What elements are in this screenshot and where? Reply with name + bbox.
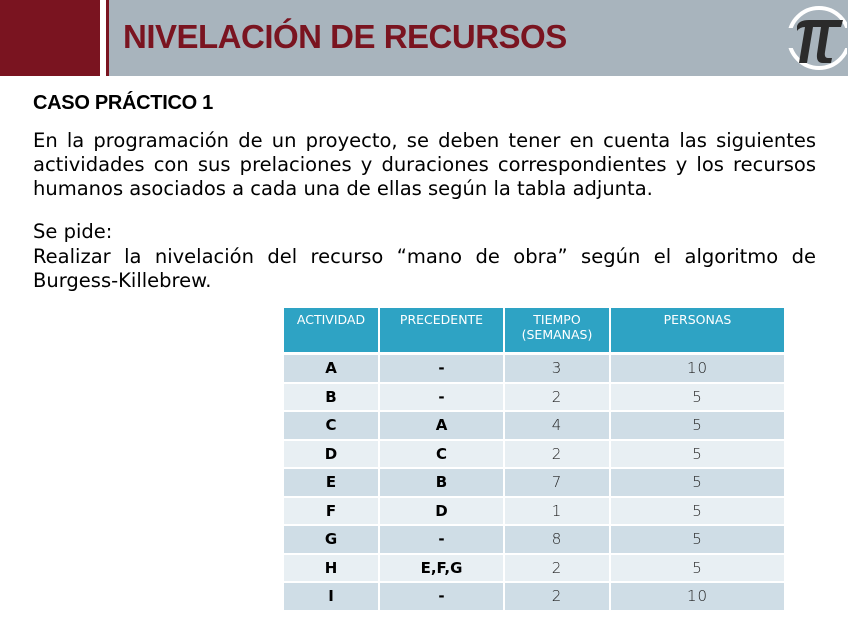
table-row [284, 525, 784, 554]
cell-actividad: A [284, 354, 379, 383]
table-row [284, 411, 784, 440]
cell-actividad: H [284, 554, 379, 583]
header-tiempo: TIEMPO (SEMANAS) [504, 308, 610, 354]
header-precedente: PRECEDENTE [379, 308, 504, 354]
case-title: CASO PRÁCTICO 1 [33, 92, 213, 114]
table-header-row [284, 308, 784, 354]
cell-precedente: D [379, 497, 504, 526]
cell-tiempo: 4 [504, 411, 610, 440]
cell-personas: 5 [610, 497, 784, 526]
cell-tiempo: 1 [504, 497, 610, 526]
cell-personas: 5 [610, 468, 784, 497]
cell-precedente: - [379, 354, 504, 383]
task-paragraph: Realizar la nivelación del recurso “mano de obra” según el algoritmo de Burgess-Killebrew. [33, 245, 816, 292]
table-row [284, 383, 784, 412]
cell-precedente: B [379, 468, 504, 497]
cell-personas: 5 [610, 411, 784, 440]
cell-tiempo: 2 [504, 440, 610, 469]
cell-actividad: C [284, 411, 379, 440]
cell-tiempo: 7 [504, 468, 610, 497]
cell-actividad: I [284, 582, 379, 611]
table-row [284, 554, 784, 583]
table-row [284, 354, 784, 383]
cell-actividad: B [284, 383, 379, 412]
cell-precedente: C [379, 440, 504, 469]
cell-personas: 5 [610, 554, 784, 583]
header-actividad: ACTIVIDAD [284, 308, 379, 354]
activities-table [284, 308, 784, 612]
table-row [284, 582, 784, 611]
slide-title: NIVELACIÓN DE RECURSOS [123, 18, 567, 55]
intro-paragraph: En la programación de un proyecto, se deben tener en cuenta las siguientes actividades con sus prelaciones y duraciones correspondientes y los recursos humanos asociados a cada una de ellas según la tabla adjunta. [33, 129, 816, 200]
cell-tiempo: 2 [504, 582, 610, 611]
table-row [284, 440, 784, 469]
cell-personas: 5 [610, 525, 784, 554]
cell-actividad: D [284, 440, 379, 469]
cell-precedente: A [379, 411, 504, 440]
cell-precedente: - [379, 383, 504, 412]
pi-logo-icon [783, 6, 847, 70]
header-red-block [0, 0, 100, 76]
cell-tiempo: 2 [504, 554, 610, 583]
cell-actividad: G [284, 525, 379, 554]
task-label: Se pide: [33, 220, 113, 243]
cell-personas: 5 [610, 383, 784, 412]
cell-tiempo: 8 [504, 525, 610, 554]
header-accent-line [106, 0, 109, 76]
cell-tiempo: 2 [504, 383, 610, 412]
cell-personas: 10 [610, 354, 784, 383]
cell-precedente: - [379, 525, 504, 554]
table-row [284, 468, 784, 497]
cell-precedente: E,F,G [379, 554, 504, 583]
slide-header [0, 0, 848, 76]
cell-actividad: E [284, 468, 379, 497]
cell-tiempo: 3 [504, 354, 610, 383]
cell-personas: 10 [610, 582, 784, 611]
cell-precedente: - [379, 582, 504, 611]
cell-actividad: F [284, 497, 379, 526]
cell-personas: 5 [610, 440, 784, 469]
header-personas: PERSONAS [610, 308, 784, 354]
table-row [284, 497, 784, 526]
